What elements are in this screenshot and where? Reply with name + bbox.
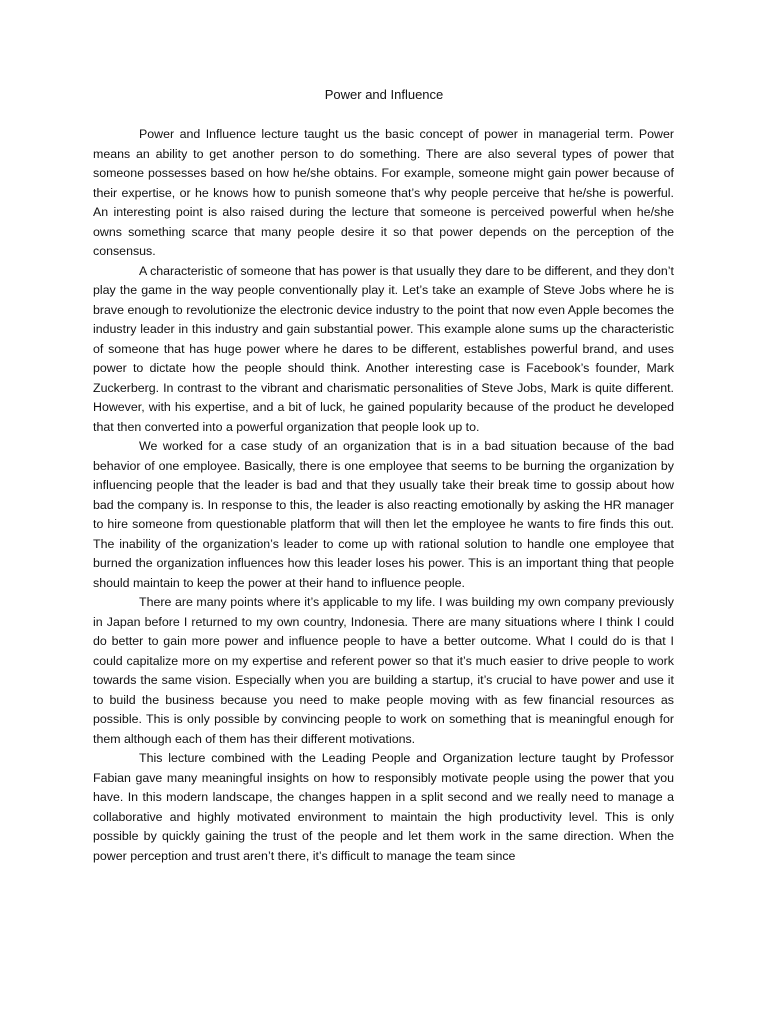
paragraph: A characteristic of someone that has power is that usually they dare to be different, and they don’t play the game in the way people conventionally play it. Let’s take an example of Steve Jobs where he is brave enough to revolutionize the electronic device industry to the point that now even Apple becomes the industry leader in this industry and gain substantial power. This example alone sums up the characteristic of someone that has huge power where he dares to be different, establishes powerful brand, and uses power to dictate how the people should think. Another interesting case is Facebook’s founder, Mark Zuckerberg. In contrast to the vibrant and charismatic personalities of Steve Jobs, Mark is quite different. However, with his expertise, and a bit of luck, he gained popularity because of the product he developed that then converted into a powerful organization that people look up to. (93, 263, 674, 434)
document-title: Power and Influence (324, 87, 444, 102)
paragraph: This lecture combined with the Leading People and Organization lecture taught by Professor Fabian gave many meaningful insights on how to responsibly motivate people using the power that you have. In this modern landscape, the changes happen in a split second and we really need to manage a collaborative and highly motivated environment to maintain the high productivity level. This is only possible by quickly gaining the trust of the people and let them work in the same direction. When the power perception and trust aren’t there, it’s difficult to manage the team since (93, 751, 674, 863)
paragraph: There are many points where it’s applicable to my life. I was building my own company previously in Japan before I returned to my own country, Indonesia. There are many situations where I think I could do better to gain more power and influence people to have a better outcome. What I could do is that I could capitalize more on my expertise and referent power so that it’s much easier to drive people to work towards the same vision. Especially when you are building a startup, it’s crucial to have power and use it to build the business because you need to make people moving with as few financial resources as possible. This is only possible by convincing people to work on something that is meaningful enough for them although each of them has their different motivations. (93, 595, 674, 746)
document-body (93, 125, 674, 866)
paragraph: Power and Influence lecture taught us the basic concept of power in managerial term. Power means an ability to get another person to do something. There are also several types of power that someone possesses based on how he/she obtains. For example, someone might gain power because of their expertise, or he knows how to punish someone that’s why people perceive that he/she is powerful. An interesting point is also raised during the lecture that someone is perceived powerful when he/she owns something scarce that many people desire it so that power depends on the perception of the consensus. (93, 127, 674, 258)
paragraph: We worked for a case study of an organization that is in a bad situation because of the bad behavior of one employee. Basically, there is one employee that seems to be burning the organization by influencing people that the leader is bad and that they usually take their break time to gossip about how bad the company is. In response to this, the leader is also reacting emotionally by asking the HR manager to hire someone from questionable platform that will then let the employee he wants to fire finds this out. The inability of the organization’s leader to come up with rational solution to handle one employee that burned the organization influences how this leader loses his power. This is an important thing that people should maintain to keep the power at their hand to influence people. (93, 439, 674, 590)
